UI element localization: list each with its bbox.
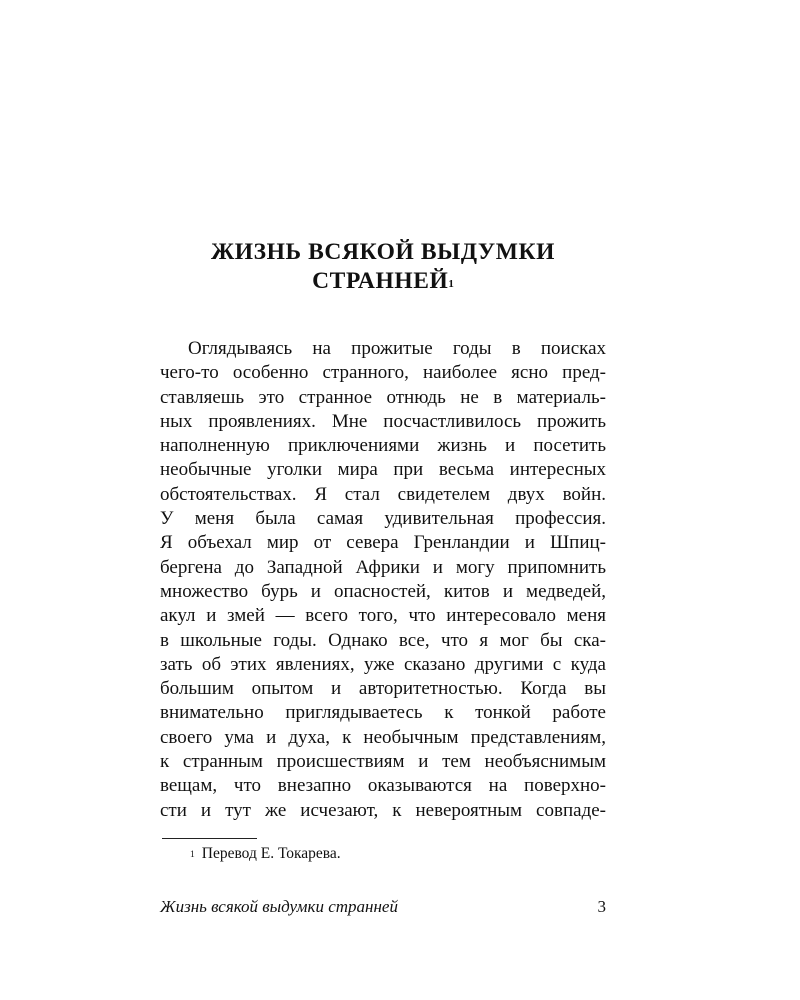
text-line: зать об этих явлениях, уже сказано другими с куда	[160, 653, 606, 675]
page-number: 3	[597, 897, 606, 916]
footnote-text: Перевод Е. Токарева.	[201, 845, 341, 862]
text-line: внимательно приглядываетесь к тонкой работе	[160, 702, 606, 724]
text-line: Оглядываясь на прожитые годы в поисках	[188, 338, 606, 359]
text-line: обстоятельствах. Я стал свидетелем двух войн.	[160, 483, 606, 505]
running-footer: Жизнь всякой выдумки странней	[160, 897, 398, 916]
footnote-divider	[162, 838, 257, 839]
text-line: ставляешь это странное отнюдь не в материаль-	[160, 386, 606, 408]
title-footnote-mark: 1	[448, 278, 454, 290]
text-line: Я объехал мир от севера Гренландии и Шпиц-	[160, 532, 606, 554]
text-line: необычные уголки мира при весьма интересных	[160, 459, 606, 481]
text-line: наполненную приключениями жизнь и посетить	[160, 435, 606, 457]
text-line: своего ума и духа, к необычным представлениям,	[160, 726, 606, 748]
text-line: У меня была самая удивительная профессия.	[160, 508, 606, 530]
text-line: бергена до Западной Африки и могу припомнить	[160, 556, 606, 578]
text-line: сти и тут же исчезают, к невероятным совпаде-	[160, 799, 606, 821]
text-line: акул и змей — всего того, что интересовало меня	[160, 605, 606, 627]
chapter-title	[160, 238, 606, 296]
text-line: чего-то особенно странного, наиболее ясно пред-	[160, 362, 606, 384]
text-line: большим опытом и авторитетностью. Когда вы	[160, 678, 606, 700]
footnote-mark: 1	[190, 850, 195, 860]
text-line: к странным происшествиям и тем необъяснимым	[160, 751, 606, 773]
chapter-title-line-2: СТРАННЕЙ	[312, 268, 449, 294]
chapter-title-line-1: ЖИЗНЬ ВСЯКОЙ ВЫДУМКИ	[210, 239, 556, 265]
text-line: множество бурь и опасностей, китов и медведей,	[160, 580, 606, 602]
text-line: ных проявлениях. Мне посчастливилось прожить	[160, 410, 606, 432]
body-paragraph	[160, 337, 606, 823]
text-line: в школьные годы. Однако все, что я мог бы ска-	[160, 629, 606, 651]
text-line: вещам, что внезапно оказываются на поверхно-	[160, 775, 606, 797]
footnote	[190, 844, 341, 864]
